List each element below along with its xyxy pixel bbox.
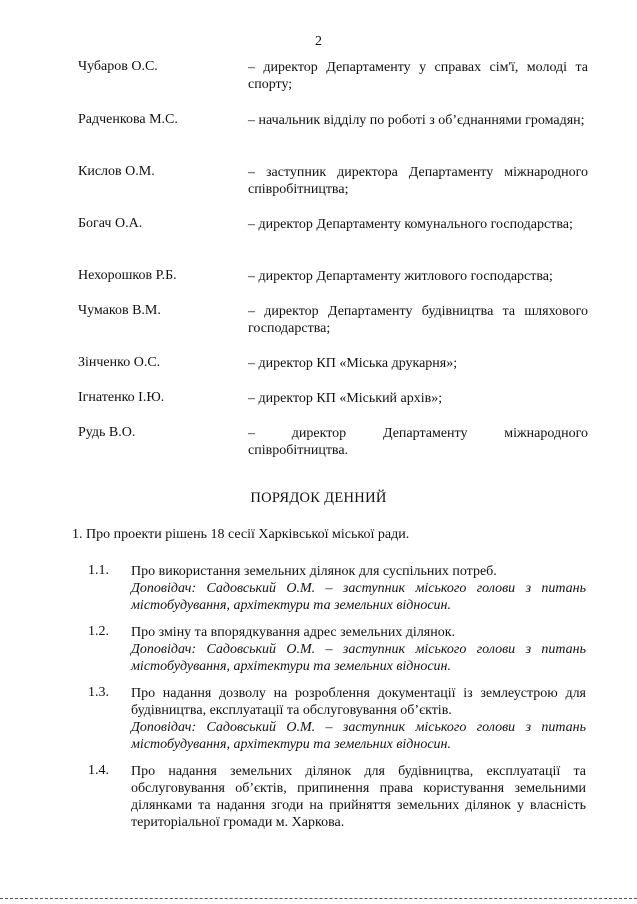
agenda-heading: 1. Про проекти рішень 18 сесії Харківської міської ради. [72,527,410,542]
agenda-item-body [131,763,586,831]
attendee-name: Нехорошков Р.Б. [78,268,177,283]
agenda-item-speaker: Доповідач: Садовський О.М. – заступник міського голови з питань містобудування, архітектури та земельних відносин. [131,581,586,613]
agenda-title: ПОРЯДОК ДЕННИЙ [250,490,387,506]
attendee-role: – директор Департаменту міжнародного співробітництва. [248,426,588,458]
agenda-item-number: 1.3. [88,685,109,700]
attendee-name: Богач О.А. [78,216,143,231]
agenda-item-body [131,685,586,753]
attendee-role: – заступник директора Департаменту міжнародного співробітництва; [248,165,588,197]
attendee-role: – директор КП «Міський архів»; [248,391,443,406]
attendee-role: – директор Департаменту будівництва та шляхового господарства; [248,304,588,336]
agenda-item-text: Про зміну та впорядкування адрес земельних ділянок. [131,625,456,640]
agenda-item-text: Про надання земельних ділянок для будівництва, експлуатації та обслуговування об’єктів, припинення права користування земельними ділянками та надання згоди на прийняття земельних ділянок у власність територіальної громади м. Харкова. [131,764,586,830]
scan-edge-line [0,898,637,899]
attendee-role: – директор Департаменту у справах сім'ї, молоді та спорту; [248,60,588,92]
agenda-item-body [131,624,586,675]
attendee-name: Рудь В.О. [78,425,136,440]
page-number: 2 [315,34,322,49]
agenda-item-number: 1.2. [88,624,109,639]
attendee-name: Радченкова М.С. [78,112,178,127]
agenda-item-number: 1.4. [88,763,109,778]
agenda-item-number: 1.1. [88,563,109,578]
attendee-name: Чумаков В.М. [78,303,161,318]
attendee-name: Чубаров О.С. [78,59,158,74]
attendee-role: – директор КП «Міська друкарня»; [248,356,458,371]
agenda-item-text: Про використання земельних ділянок для суспільних потреб. [131,564,497,579]
agenda-item-body [131,563,586,614]
agenda-item-speaker: Доповідач: Садовський О.М. – заступник міського голови з питань містобудування, архітектури та земельних відносин. [131,720,586,752]
attendee-role: – директор Департаменту комунального господарства; [248,217,573,232]
attendee-role: – директор Департаменту житлового господарства; [248,269,553,284]
attendee-name: Зінченко О.С. [78,355,161,370]
attendee-name: Ігнатенко І.Ю. [78,390,165,405]
agenda-item-speaker: Доповідач: Садовський О.М. – заступник міського голови з питань містобудування, архітектури та земельних відносин. [131,642,586,674]
attendee-role: – начальник відділу по роботі з об’єднаннями громадян; [248,113,585,128]
agenda-item-text: Про надання дозволу на розроблення документації із землеустрою для будівництва, експлуатації та обслуговування об’єктів. [131,686,586,718]
attendee-name: Кислов О.М. [78,164,155,179]
